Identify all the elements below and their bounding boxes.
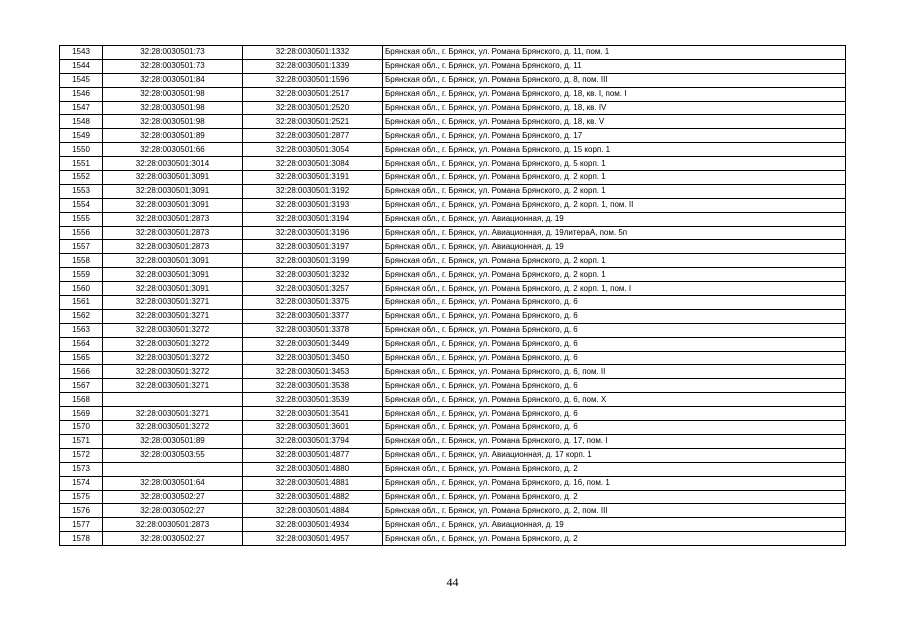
land-parcel-cell: 32:28:0030501:3272 — [103, 323, 243, 337]
table-row — [60, 490, 846, 504]
row-number-cell: 1578 — [60, 532, 103, 546]
cadastral-number-cell: 32:28:0030501:4881 — [243, 476, 383, 490]
land-parcel-cell: 32:28:0030501:2873 — [103, 226, 243, 240]
address-cell: Брянская обл., г. Брянск, ул. Авиационная, д. 19литераА, пом. 5п — [383, 226, 846, 240]
row-number-cell: 1555 — [60, 212, 103, 226]
row-number-cell: 1568 — [60, 393, 103, 407]
land-parcel-cell: 32:28:0030501:3272 — [103, 365, 243, 379]
address-cell: Брянская обл., г. Брянск, ул. Романа Брянского, д. 8, пом. III — [383, 73, 846, 87]
row-number-cell: 1569 — [60, 407, 103, 421]
row-number-cell: 1551 — [60, 157, 103, 171]
cadastral-number-cell: 32:28:0030501:3054 — [243, 143, 383, 157]
cadastral-number-cell: 32:28:0030501:4880 — [243, 462, 383, 476]
address-cell: Брянская обл., г. Брянск, ул. Романа Брянского, д. 11, пом. 1 — [383, 46, 846, 60]
address-cell: Брянская обл., г. Брянск, ул. Романа Брянского, д. 6 — [383, 379, 846, 393]
land-parcel-cell: 32:28:0030501:3272 — [103, 337, 243, 351]
cadastral-number-cell: 32:28:0030501:2517 — [243, 87, 383, 101]
land-parcel-cell: 32:28:0030501:89 — [103, 434, 243, 448]
table-row — [60, 129, 846, 143]
land-parcel-cell: 32:28:0030502:27 — [103, 504, 243, 518]
row-number-cell: 1548 — [60, 115, 103, 129]
address-cell: Брянская обл., г. Брянск, ул. Романа Брянского, д. 6 — [383, 296, 846, 310]
address-cell: Брянская обл., г. Брянск, ул. Романа Брянского, д. 2 корп. 1, пом. II — [383, 198, 846, 212]
table-row — [60, 87, 846, 101]
address-cell: Брянская обл., г. Брянск, ул. Романа Брянского, д. 2 корп. 1 — [383, 268, 846, 282]
row-number-cell: 1559 — [60, 268, 103, 282]
land-parcel-cell: 32:28:0030501:98 — [103, 87, 243, 101]
land-parcel-cell: 32:28:0030501:3271 — [103, 309, 243, 323]
cadastral-number-cell: 32:28:0030501:3197 — [243, 240, 383, 254]
table-row — [60, 101, 846, 115]
row-number-cell: 1571 — [60, 434, 103, 448]
land-parcel-cell: 32:28:0030502:27 — [103, 490, 243, 504]
cadastral-number-cell: 32:28:0030501:3194 — [243, 212, 383, 226]
land-parcel-cell: 32:28:0030501:64 — [103, 476, 243, 490]
address-cell: Брянская обл., г. Брянск, ул. Романа Брянского, д. 6 — [383, 309, 846, 323]
address-cell: Брянская обл., г. Брянск, ул. Романа Брянского, д. 6 — [383, 323, 846, 337]
row-number-cell: 1577 — [60, 518, 103, 532]
row-number-cell: 1556 — [60, 226, 103, 240]
table-body — [60, 46, 846, 546]
row-number-cell: 1562 — [60, 309, 103, 323]
land-parcel-cell: 32:28:0030502:27 — [103, 532, 243, 546]
table-row — [60, 351, 846, 365]
table-row — [60, 532, 846, 546]
table-row — [60, 240, 846, 254]
row-number-cell: 1567 — [60, 379, 103, 393]
address-cell: Брянская обл., г. Брянск, ул. Романа Брянского, д. 2 — [383, 532, 846, 546]
land-parcel-cell: 32:28:0030501:3091 — [103, 171, 243, 185]
cadastral-number-cell: 32:28:0030501:3375 — [243, 296, 383, 310]
address-cell: Брянская обл., г. Брянск, ул. Романа Брянского, д. 2 корп. 1 — [383, 184, 846, 198]
table-row — [60, 504, 846, 518]
table-row — [60, 337, 846, 351]
land-parcel-cell: 32:28:0030501:3014 — [103, 157, 243, 171]
table-row — [60, 323, 846, 337]
cadastral-number-cell: 32:28:0030501:3538 — [243, 379, 383, 393]
address-cell: Брянская обл., г. Брянск, ул. Авиационная, д. 19 — [383, 518, 846, 532]
table-row — [60, 462, 846, 476]
cadastral-number-cell: 32:28:0030501:3378 — [243, 323, 383, 337]
row-number-cell: 1546 — [60, 87, 103, 101]
table-row — [60, 157, 846, 171]
table-row — [60, 198, 846, 212]
land-parcel-cell: 32:28:0030501:73 — [103, 59, 243, 73]
address-cell: Брянская обл., г. Брянск, ул. Авиационная, д. 19 — [383, 212, 846, 226]
cadastral-number-cell: 32:28:0030501:3601 — [243, 421, 383, 435]
land-parcel-cell — [103, 462, 243, 476]
table-row — [60, 59, 846, 73]
address-cell: Брянская обл., г. Брянск, ул. Романа Брянского, д. 17 — [383, 129, 846, 143]
row-number-cell: 1563 — [60, 323, 103, 337]
address-cell: Брянская обл., г. Брянск, ул. Романа Брянского, д. 2 — [383, 490, 846, 504]
row-number-cell: 1566 — [60, 365, 103, 379]
cadastral-number-cell: 32:28:0030501:3450 — [243, 351, 383, 365]
land-parcel-cell: 32:28:0030501:73 — [103, 46, 243, 60]
land-parcel-cell: 32:28:0030501:3271 — [103, 296, 243, 310]
cadastral-number-cell: 32:28:0030501:2520 — [243, 101, 383, 115]
row-number-cell: 1573 — [60, 462, 103, 476]
land-parcel-cell: 32:28:0030501:3091 — [103, 184, 243, 198]
row-number-cell: 1558 — [60, 254, 103, 268]
address-cell: Брянская обл., г. Брянск, ул. Романа Брянского, д. 18, кв. I, пом. I — [383, 87, 846, 101]
cadastral-number-cell: 32:28:0030501:3193 — [243, 198, 383, 212]
row-number-cell: 1544 — [60, 59, 103, 73]
address-cell: Брянская обл., г. Брянск, ул. Романа Брянского, д. 18, кв. V — [383, 115, 846, 129]
land-parcel-cell: 32:28:0030501:2873 — [103, 518, 243, 532]
address-cell: Брянская обл., г. Брянск, ул. Романа Брянского, д. 17, пом. I — [383, 434, 846, 448]
table-row — [60, 296, 846, 310]
table-row — [60, 115, 846, 129]
table-row — [60, 254, 846, 268]
address-cell: Брянская обл., г. Брянск, ул. Романа Брянского, д. 6 — [383, 421, 846, 435]
table-row — [60, 171, 846, 185]
cadastral-number-cell: 32:28:0030501:3377 — [243, 309, 383, 323]
cadastral-number-cell: 32:28:0030501:3449 — [243, 337, 383, 351]
row-number-cell: 1547 — [60, 101, 103, 115]
table-row — [60, 448, 846, 462]
table-row — [60, 268, 846, 282]
cadastral-number-cell: 32:28:0030501:2877 — [243, 129, 383, 143]
cadastral-number-cell: 32:28:0030501:1339 — [243, 59, 383, 73]
address-cell: Брянская обл., г. Брянск, ул. Романа Брянского, д. 2 корп. 1 — [383, 171, 846, 185]
cadastral-number-cell: 32:28:0030501:4877 — [243, 448, 383, 462]
land-parcel-cell: 32:28:0030501:84 — [103, 73, 243, 87]
land-parcel-cell: 32:28:0030501:3272 — [103, 421, 243, 435]
land-parcel-cell: 32:28:0030501:3271 — [103, 379, 243, 393]
cadastral-number-cell: 32:28:0030501:4957 — [243, 532, 383, 546]
address-cell: Брянская обл., г. Брянск, ул. Романа Брянского, д. 2 — [383, 462, 846, 476]
table-row — [60, 184, 846, 198]
cadastral-number-cell: 32:28:0030501:2521 — [243, 115, 383, 129]
table-row — [60, 226, 846, 240]
address-cell: Брянская обл., г. Брянск, ул. Романа Брянского, д. 5 корп. 1 — [383, 157, 846, 171]
row-number-cell: 1570 — [60, 421, 103, 435]
land-parcel-cell: 32:28:0030501:3271 — [103, 407, 243, 421]
table-row — [60, 393, 846, 407]
row-number-cell: 1549 — [60, 129, 103, 143]
cadastral-registry-table — [59, 45, 846, 546]
address-cell: Брянская обл., г. Брянск, ул. Романа Брянского, д. 18, кв. IV — [383, 101, 846, 115]
land-parcel-cell: 32:28:0030501:2873 — [103, 212, 243, 226]
row-number-cell: 1550 — [60, 143, 103, 157]
land-parcel-cell: 32:28:0030501:89 — [103, 129, 243, 143]
land-parcel-cell — [103, 393, 243, 407]
address-cell: Брянская обл., г. Брянск, ул. Романа Брянского, д. 6, пом. II — [383, 365, 846, 379]
address-cell: Брянская обл., г. Брянск, ул. Романа Брянского, д. 6 — [383, 407, 846, 421]
cadastral-number-cell: 32:28:0030501:3192 — [243, 184, 383, 198]
row-number-cell: 1545 — [60, 73, 103, 87]
row-number-cell: 1557 — [60, 240, 103, 254]
cadastral-number-cell: 32:28:0030501:1596 — [243, 73, 383, 87]
cadastral-number-cell: 32:28:0030501:3084 — [243, 157, 383, 171]
row-number-cell: 1554 — [60, 198, 103, 212]
row-number-cell: 1552 — [60, 171, 103, 185]
table-row — [60, 46, 846, 60]
address-cell: Брянская обл., г. Брянск, ул. Романа Брянского, д. 6 — [383, 337, 846, 351]
cadastral-number-cell: 32:28:0030501:3539 — [243, 393, 383, 407]
table-row — [60, 73, 846, 87]
land-parcel-cell: 32:28:0030501:3091 — [103, 254, 243, 268]
land-parcel-cell: 32:28:0030501:98 — [103, 101, 243, 115]
row-number-cell: 1564 — [60, 337, 103, 351]
address-cell: Брянская обл., г. Брянск, ул. Романа Брянского, д. 16, пом. 1 — [383, 476, 846, 490]
land-parcel-cell: 32:28:0030501:3091 — [103, 282, 243, 296]
cadastral-number-cell: 32:28:0030501:3541 — [243, 407, 383, 421]
table-row — [60, 143, 846, 157]
cadastral-number-cell: 32:28:0030501:3191 — [243, 171, 383, 185]
address-cell: Брянская обл., г. Брянск, ул. Романа Брянского, д. 6 — [383, 351, 846, 365]
cadastral-number-cell: 32:28:0030501:4884 — [243, 504, 383, 518]
address-cell: Брянская обл., г. Брянск, ул. Авиационная, д. 19 — [383, 240, 846, 254]
land-parcel-cell: 32:28:0030501:66 — [103, 143, 243, 157]
row-number-cell: 1565 — [60, 351, 103, 365]
row-number-cell: 1575 — [60, 490, 103, 504]
row-number-cell: 1561 — [60, 296, 103, 310]
row-number-cell: 1576 — [60, 504, 103, 518]
cadastral-number-cell: 32:28:0030501:3196 — [243, 226, 383, 240]
address-cell: Брянская обл., г. Брянск, ул. Романа Брянского, д. 2 корп. 1, пом. I — [383, 282, 846, 296]
row-number-cell: 1572 — [60, 448, 103, 462]
table-row — [60, 434, 846, 448]
table-row — [60, 421, 846, 435]
row-number-cell: 1553 — [60, 184, 103, 198]
table-row — [60, 309, 846, 323]
land-parcel-cell: 32:28:0030501:3272 — [103, 351, 243, 365]
table-row — [60, 407, 846, 421]
cadastral-number-cell: 32:28:0030501:4882 — [243, 490, 383, 504]
cadastral-number-cell: 32:28:0030501:4934 — [243, 518, 383, 532]
cadastral-number-cell: 32:28:0030501:1332 — [243, 46, 383, 60]
table-row — [60, 379, 846, 393]
table-row — [60, 282, 846, 296]
land-parcel-cell: 32:28:0030501:3091 — [103, 198, 243, 212]
cadastral-number-cell: 32:28:0030501:3257 — [243, 282, 383, 296]
address-cell: Брянская обл., г. Брянск, ул. Романа Брянского, д. 11 — [383, 59, 846, 73]
land-parcel-cell: 32:28:0030501:3091 — [103, 268, 243, 282]
address-cell: Брянская обл., г. Брянск, ул. Романа Брянского, д. 2 корп. 1 — [383, 254, 846, 268]
row-number-cell: 1574 — [60, 476, 103, 490]
land-parcel-cell: 32:28:0030501:98 — [103, 115, 243, 129]
row-number-cell: 1560 — [60, 282, 103, 296]
cadastral-number-cell: 32:28:0030501:3453 — [243, 365, 383, 379]
table-row — [60, 476, 846, 490]
address-cell: Брянская обл., г. Брянск, ул. Романа Брянского, д. 6, пом. X — [383, 393, 846, 407]
address-cell: Брянская обл., г. Брянск, ул. Романа Брянского, д. 15 корп. 1 — [383, 143, 846, 157]
table-row — [60, 518, 846, 532]
table-row — [60, 212, 846, 226]
page-number: 44 — [446, 575, 459, 589]
table-row — [60, 365, 846, 379]
address-cell: Брянская обл., г. Брянск, ул. Авиационная, д. 17 корп. 1 — [383, 448, 846, 462]
land-parcel-cell: 32:28:0030501:2873 — [103, 240, 243, 254]
cadastral-number-cell: 32:28:0030501:3232 — [243, 268, 383, 282]
cadastral-number-cell: 32:28:0030501:3199 — [243, 254, 383, 268]
row-number-cell: 1543 — [60, 46, 103, 60]
land-parcel-cell: 32:28:0030503:55 — [103, 448, 243, 462]
address-cell: Брянская обл., г. Брянск, ул. Романа Брянского, д. 2, пом. III — [383, 504, 846, 518]
cadastral-number-cell: 32:28:0030501:3794 — [243, 434, 383, 448]
